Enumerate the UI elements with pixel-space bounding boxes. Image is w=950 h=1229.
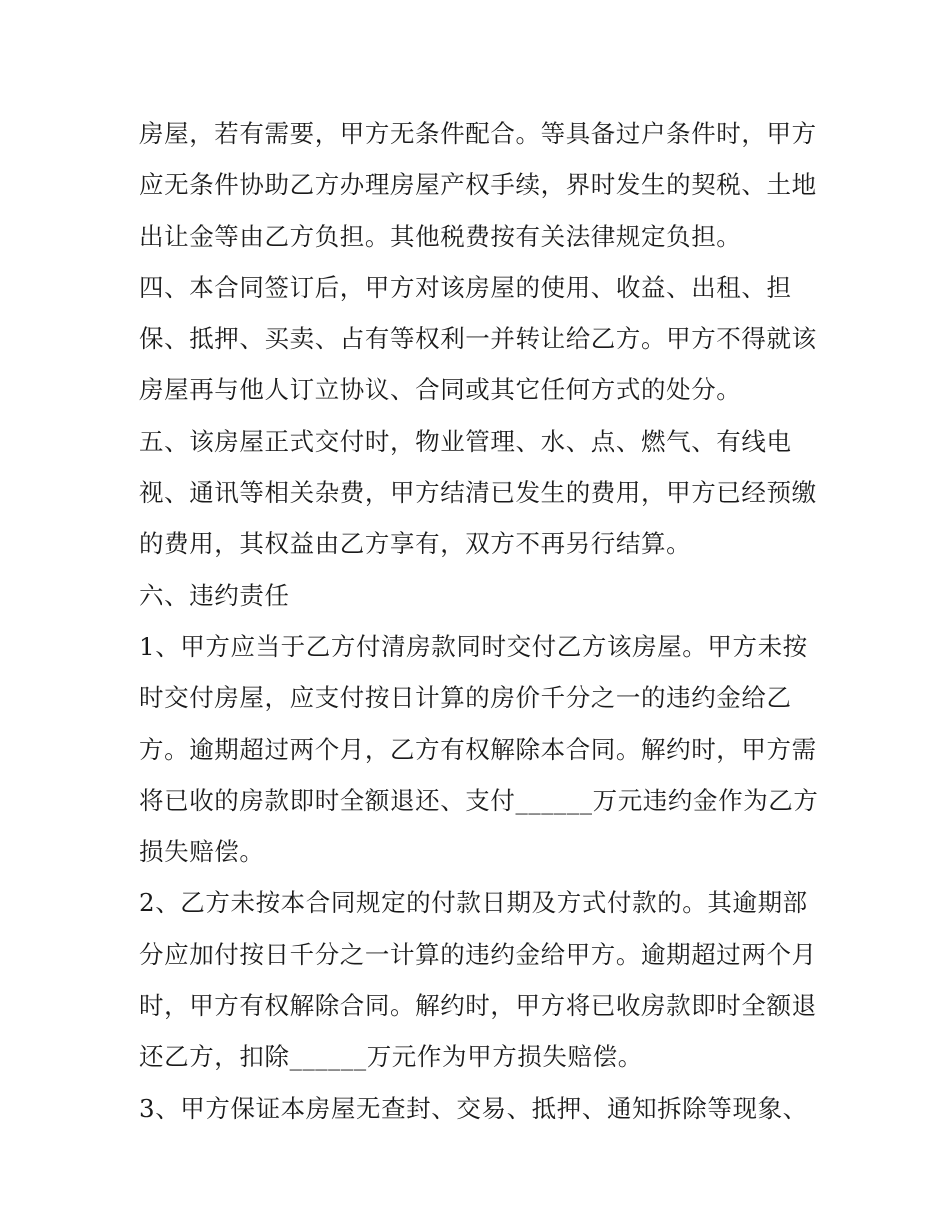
clause-6-heading: 六、违约责任	[139, 580, 290, 610]
text-line: 方。逾期超过两个月，乙方有权解除本合同。解约时，甲方需	[139, 734, 817, 764]
text-line: 保、抵押、买卖、占有等权利一并转让给乙方。甲方不得就该	[139, 324, 817, 354]
clause-5-line: 五、该房屋正式交付时，物业管理、水、点、燃气、有线电	[139, 426, 792, 456]
text-line: 房屋，若有需要，甲方无条件配合。等具备过户条件时，甲方	[139, 119, 817, 148]
text-line: 房屋再与他人订立协议、合同或其它任何方式的处分。	[139, 375, 742, 405]
text-line: 应无条件协助乙方办理房屋产权手续，界时发生的契税、土地	[139, 170, 817, 200]
item-2-line: 2、乙方未按本合同规定的付款日期及方式付款的。其逾期部	[139, 888, 808, 918]
text-line: 的费用，其权益由乙方享有，双方不再另行结算。	[139, 529, 692, 559]
text-line: 出让金等由乙方负担。其他税费按有关法律规定负担。	[139, 221, 742, 251]
item-1-line: 1、甲方应当于乙方付清房款同时交付乙方该房屋。甲方未按	[139, 631, 808, 661]
item-3-line: 3、甲方保证本房屋无查封、交易、抵押、通知拆除等现象、	[139, 1093, 808, 1123]
text-line: 损失赔偿。	[139, 837, 265, 867]
contract-body-text	[139, 108, 819, 1134]
text-line: 分应加付按日千分之一计算的违约金给甲方。逾期超过两个月	[139, 939, 817, 969]
text-line: 时，甲方有权解除合同。解约时，甲方将已收房款即时全额退	[139, 991, 817, 1021]
text-line: 将已收的房款即时全额退还、支付______万元违约金作为乙方	[139, 785, 819, 815]
text-line: 还乙方，扣除______万元作为甲方损失赔偿。	[139, 1042, 643, 1072]
clause-4-line: 四、本合同签订后，甲方对该房屋的使用、收益、出租、担	[139, 272, 792, 302]
text-line: 时交付房屋，应支付按日计算的房价千分之一的违约金给乙	[139, 683, 792, 713]
text-line: 视、通讯等相关杂费，甲方结清已发生的费用，甲方已经预缴	[139, 478, 817, 508]
